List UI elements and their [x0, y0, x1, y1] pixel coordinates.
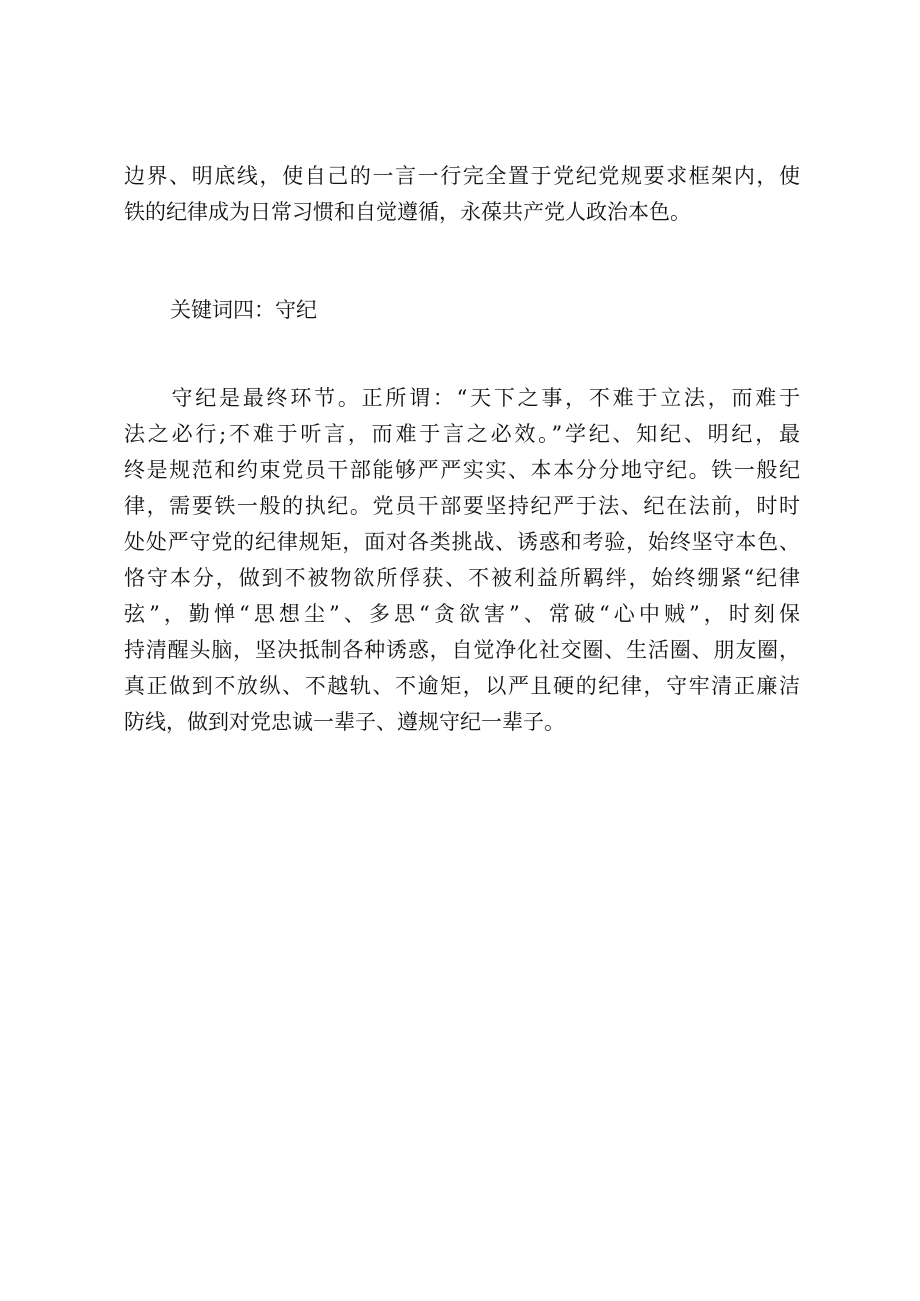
text-line: 真正做到不放纵、不越轨、不逾矩，以严且硬的纪律，守牢清正廉洁 — [124, 674, 800, 698]
section-heading: 关键词四：守纪 — [170, 298, 317, 322]
paragraph-shouji — [124, 380, 800, 740]
text-line: 边界、明底线，使自己的一言一行完全置于党纪党规要求框架内，使 — [124, 164, 800, 188]
text-line: 处处严守党的纪律规矩，面对各类挑战、诱惑和考验，始终坚守本色、 — [124, 530, 800, 554]
text-line: 终是规范和约束党员干部能够严严实实、本本分分地守纪。铁一般纪 — [124, 458, 800, 482]
text-line: 铁的纪律成为日常习惯和自觉遵循，永葆共产党人政治本色。 — [124, 200, 691, 224]
text-line: 守纪是最终环节。正所谓：“天下之事，不难于立法，而难于 — [124, 386, 800, 410]
text-line: 律，需要铁一般的执纪。党员干部要坚持纪严于法、纪在法前，时时 — [124, 494, 800, 518]
text-line: 弦”，勤惮“思想尘”、多思“贪欲害”、常破“心中贼”，时刻保 — [124, 602, 800, 626]
text-line: 持清醒头脑，坚决抵制各种诱惑，自觉净化社交圈、生活圈、朋友圈， — [124, 638, 800, 662]
text-line: 法之必行;不难于听言，而难于言之必效。”学纪、知纪、明纪，最 — [124, 422, 800, 446]
text-line: 防线，做到对党忠诚一辈子、遵规守纪一辈子。 — [124, 710, 565, 734]
text-line: 恪守本分，做到不被物欲所俘获、不被利益所羁绊，始终绷紧“纪律 — [124, 566, 800, 590]
paragraph-continued — [124, 158, 800, 230]
